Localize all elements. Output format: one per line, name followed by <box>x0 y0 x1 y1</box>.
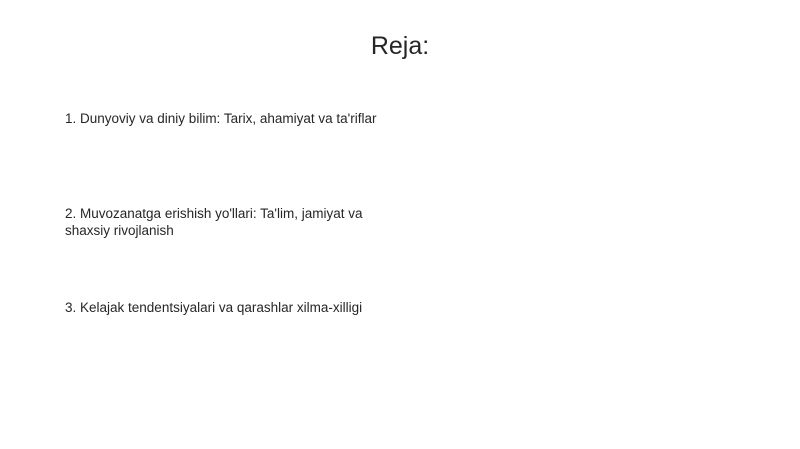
slide-title: Reja: <box>370 32 430 60</box>
agenda-item-1: 1. Dunyoviy va diniy bilim: Tarix, ahamiyat va ta'riflar <box>65 111 377 126</box>
agenda-item-2: 2. Muvozanatga erishish yo'llari: Ta'lim, jamiyat va shaxsiy rivojlanish <box>65 206 363 238</box>
agenda-item-3: 3. Kelajak tendentsiyalari va qarashlar xilma-xilligi <box>65 300 363 315</box>
